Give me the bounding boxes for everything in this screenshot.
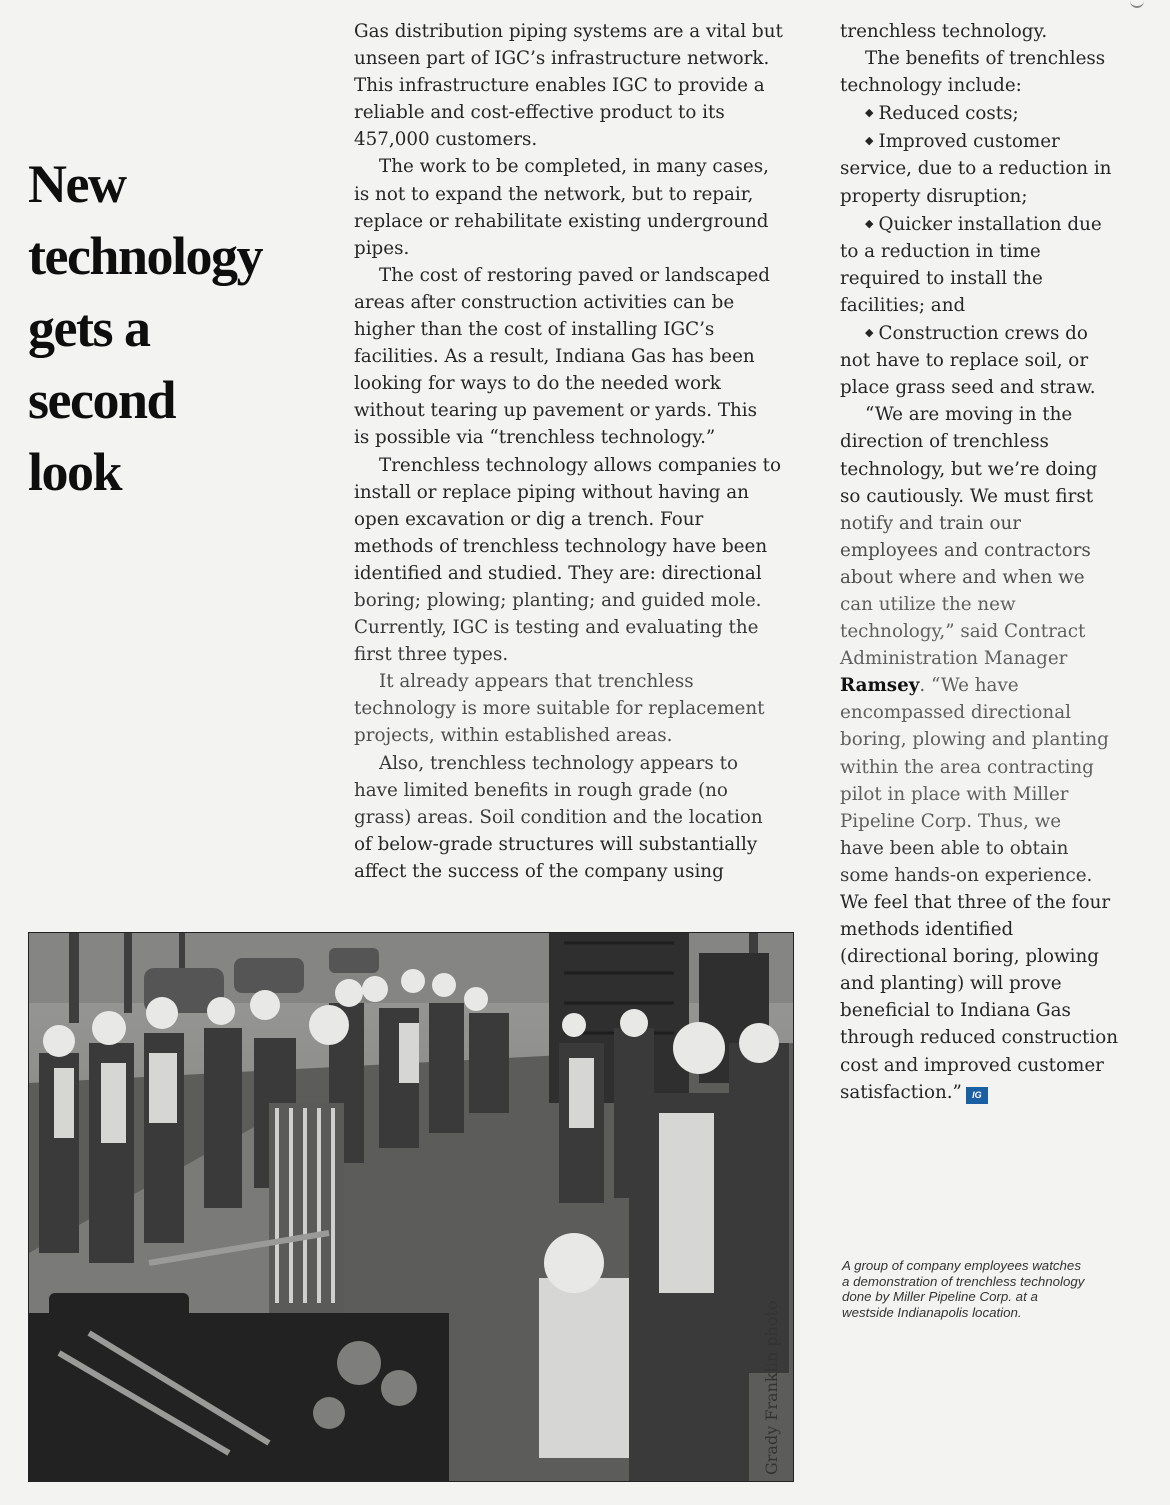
quote-line: Administration Manager bbox=[840, 648, 1068, 670]
paragraph-line: install or replace piping without having an bbox=[354, 481, 749, 503]
paragraph-line: 457,000 customers. bbox=[354, 129, 538, 151]
benefit-bullet-line: required to install the bbox=[840, 267, 1043, 289]
paragraph-line: without tearing up pavement or yards. This bbox=[354, 400, 758, 422]
caption-line: done by Miller Pipeline Corp. at a bbox=[842, 1289, 1038, 1305]
caption-line: a demonstration of trenchless technology bbox=[842, 1273, 1085, 1289]
quote-line: encompassed directional bbox=[840, 702, 1071, 724]
benefit-bullet-line: not have to replace soil, or bbox=[840, 350, 1089, 372]
quote-line: so cautiously. We must first bbox=[840, 485, 1094, 507]
quote-line: pilot in place with Miller bbox=[840, 783, 1069, 805]
paragraph-line: reliable and cost-effective product to its bbox=[354, 102, 725, 124]
paragraph-line: higher than the cost of installing IGC’s bbox=[354, 319, 715, 341]
paragraph-line: pipes. bbox=[354, 237, 410, 259]
headline-line: gets a bbox=[28, 298, 150, 358]
benefit-bullet-line: property disruption; bbox=[840, 185, 1028, 207]
quote-line: employees and contractors bbox=[840, 539, 1091, 561]
photo-caption bbox=[842, 1258, 1157, 1320]
paragraph-line: Gas distribution piping systems are a vital but bbox=[354, 21, 783, 42]
paragraph-line: identified and studied. They are: directional bbox=[354, 562, 762, 584]
paragraph-line: is not to expand the network, but to repair, bbox=[354, 183, 754, 205]
benefit-bullet-line: service, due to a reduction in bbox=[840, 158, 1112, 180]
quote-line: technology, but we’re doing bbox=[840, 458, 1098, 480]
article-column-1 bbox=[354, 18, 824, 885]
quote-line: boring, plowing and planting bbox=[840, 729, 1109, 751]
paragraph-line: replace or rehabilitate existing underground bbox=[354, 210, 769, 232]
quote-line: Pipeline Corp. Thus, we bbox=[840, 810, 1062, 832]
quote-name-line-2 bbox=[840, 672, 1150, 699]
paragraph-line: unseen part of IGC’s infrastructure network. bbox=[354, 48, 770, 70]
paragraph-line: This infrastructure enables IGC to provide a bbox=[354, 75, 765, 97]
paragraph-line: Also, trenchless technology appears to bbox=[379, 752, 738, 774]
paragraph-line: technology is more suitable for replacement bbox=[354, 698, 765, 720]
quote-line: We feel that three of the four bbox=[840, 892, 1111, 913]
headline-line: second bbox=[28, 370, 176, 430]
quote-line: methods identified bbox=[840, 919, 1014, 941]
paragraph-line: of below-grade structures will substantially bbox=[354, 833, 758, 855]
article-paragraph bbox=[354, 18, 824, 153]
paragraph-line: Currently, IGC is testing and evaluating the bbox=[354, 617, 759, 639]
paragraph-line: facilities. As a result, Indiana Gas has been bbox=[354, 346, 755, 368]
article-paragraph bbox=[354, 750, 824, 885]
page-corner-mark bbox=[1130, 0, 1144, 8]
quote-line: within the area contracting bbox=[840, 756, 1094, 778]
quote-continuation: . “We have bbox=[919, 675, 1019, 697]
paragraph-line: methods of trenchless technology have been bbox=[354, 535, 768, 557]
benefits-intro: The benefits of trenchless bbox=[865, 48, 1106, 70]
caption-line: A group of company employees watches bbox=[842, 1258, 1081, 1273]
article-paragraph bbox=[354, 153, 824, 261]
photo-credit: Grady Franklin photo bbox=[762, 1300, 781, 1475]
benefit-bullet-line: place grass seed and straw. bbox=[840, 377, 1096, 399]
quote-line: cost and improved customer bbox=[840, 1054, 1104, 1076]
headline-line: technology bbox=[28, 226, 262, 286]
headline-line: look bbox=[28, 442, 122, 502]
quote-line: have been able to obtain bbox=[840, 837, 1069, 859]
person-last-name: Ramsey bbox=[840, 675, 920, 697]
quote-line: through reduced construction bbox=[840, 1027, 1119, 1049]
article-paragraph bbox=[354, 262, 824, 452]
quote-last-line bbox=[840, 1079, 1150, 1106]
quote-line: technology,” said Contract bbox=[840, 621, 1086, 643]
paragraph-line: affect the success of the company using bbox=[354, 860, 724, 882]
benefit-bullet-line: to a reduction in time bbox=[840, 240, 1041, 262]
paragraph-line: The work to be completed, in many cases, bbox=[379, 156, 769, 178]
benefits-intro-line2: technology include: bbox=[840, 75, 1022, 97]
article-column-2 bbox=[840, 18, 1150, 1106]
benefit-bullet-item: ◆ Construction crews do bbox=[840, 319, 1150, 347]
paragraph-line: grass) areas. Soil condition and the location bbox=[354, 806, 763, 828]
benefit-bullet-item: ◆ Reduced costs; bbox=[840, 99, 1150, 127]
paragraph-line: first three types. bbox=[354, 644, 509, 666]
article-paragraph bbox=[354, 452, 824, 669]
benefit-bullet-item: ◆ Quicker installation due bbox=[840, 210, 1150, 238]
quote-line: and planting) will prove bbox=[840, 973, 1062, 995]
quote-line: can utilize the new bbox=[840, 593, 1016, 615]
paragraph-line: Trenchless technology allows companies to bbox=[379, 454, 782, 476]
quote-line: beneficial to Indiana Gas bbox=[840, 1000, 1071, 1022]
quote-line: (directional boring, plowing bbox=[840, 946, 1099, 968]
quote-line: notify and train our bbox=[840, 512, 1022, 534]
article-photo bbox=[28, 932, 794, 1482]
quote-line: some hands-on experience. bbox=[840, 864, 1093, 886]
paragraph-line: boring; plowing; planting; and guided mole. bbox=[354, 589, 762, 611]
benefits-list bbox=[840, 99, 1150, 401]
quote-line: direction of trenchless bbox=[840, 431, 1049, 453]
quote-line: about where and when we bbox=[840, 566, 1085, 588]
paragraph-line: looking for ways to do the needed work bbox=[354, 373, 721, 395]
article-paragraph bbox=[354, 668, 824, 749]
headline bbox=[28, 148, 338, 508]
benefit-bullet-item: ◆ Improved customer bbox=[840, 127, 1150, 155]
column2-continuation: trenchless technology. bbox=[840, 21, 1048, 42]
paragraph-line: projects, within established areas. bbox=[354, 725, 673, 747]
paragraph-line: areas after construction activities can be bbox=[354, 291, 735, 313]
paragraph-line: have limited benefits in rough grade (no bbox=[354, 779, 728, 801]
caption-line: westside Indianapolis location. bbox=[842, 1304, 1022, 1320]
ig-logo: IG bbox=[966, 1087, 988, 1104]
quote-block bbox=[840, 401, 1150, 672]
photo-illustration bbox=[29, 933, 793, 1481]
headline-line: New bbox=[28, 154, 126, 214]
paragraph-line: The cost of restoring paved or landscaped bbox=[379, 264, 770, 286]
paragraph-line: is possible via “trenchless technology.” bbox=[354, 427, 716, 449]
benefit-bullet-line: facilities; and bbox=[840, 294, 966, 316]
paragraph-line: open excavation or dig a trench. Four bbox=[354, 508, 704, 530]
quote-block-2 bbox=[840, 699, 1150, 1078]
quote-line: “We are moving in the bbox=[865, 404, 1073, 426]
quote-last-text: satisfaction.” bbox=[840, 1081, 962, 1103]
paragraph-line: It already appears that trenchless bbox=[379, 671, 694, 693]
